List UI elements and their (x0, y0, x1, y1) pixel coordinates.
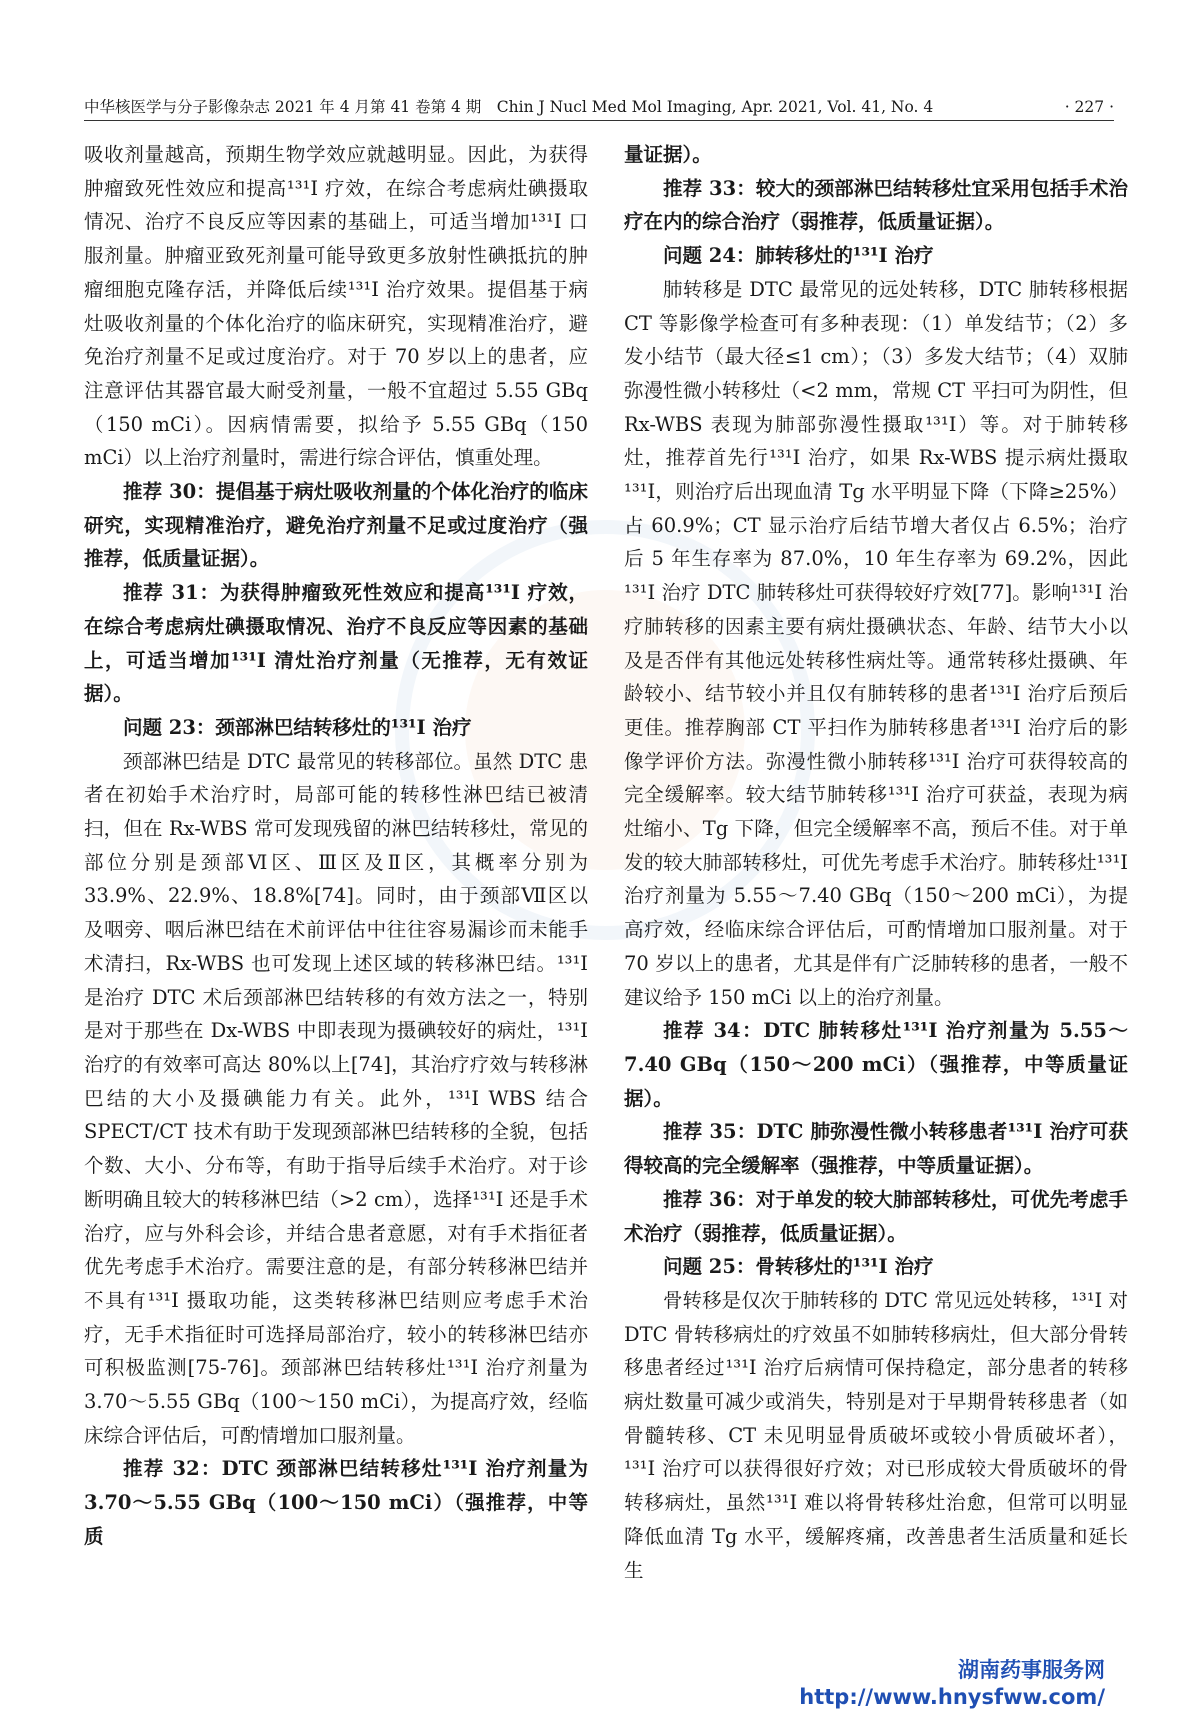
left-column (84, 138, 588, 1554)
journal-citation: 中华核医学与分子影像杂志 2021 年 4 月第 41 卷第 4 期 Chin J Nucl Med Mol Imaging, Apr. 2021, Vol. 41, No. 4 (84, 98, 934, 116)
recommendation-30: 推荐 30：提倡基于病灶吸收剂量的个体化治疗的临床研究，实现精准治疗，避免治疗剂量不足或过度治疗（强推荐，低质量证据）。 (84, 480, 588, 571)
recommendation-32: 推荐 32：DTC 颈部淋巴结转移灶¹³¹I 治疗剂量为 3.70～5.55 GBq（100～150 mCi）（强推荐，中等质 (84, 1457, 588, 1548)
paragraph-bone-metastasis: 骨转移是仅次于肺转移的 DTC 常见远处转移，¹³¹I 对 DTC 骨转移病灶的疗效虽不如肺转移病灶，但大部分骨转移患者经过¹³¹I 治疗后病情可保持稳定，部分患者的转移病灶数量可减少或消失，特别是对于早期骨转移患者（如骨髓转移、CT 未见明显骨质破坏或较小骨质破坏者），¹³¹I 治疗可以获得很好疗效；对已形成较大骨质破坏的骨转移病灶，虽然¹³¹I 难以将骨转移灶治愈，但常可以明显降低血清 Tg 水平，缓解疼痛，改善患者生活质量和延长生 (624, 1288, 1128, 1582)
question-25-heading: 问题 25：骨转移灶的¹³¹I 治疗 (663, 1255, 934, 1279)
recommendation-35: 推荐 35：DTC 肺弥漫性微小转移患者¹³¹I 治疗可获得较高的完全缓解率（强推荐，中等质量证据）。 (624, 1120, 1128, 1178)
running-header (84, 96, 1114, 121)
right-column (624, 138, 1128, 1587)
site-name-watermark: 湖南药事服务网 (958, 1658, 1105, 1682)
paragraph-neck-lymph-node: 颈部淋巴结是 DTC 最常见的转移部位。虽然 DTC 患者在初始手术治疗时，局部可能的转移性淋巴结已被清扫，但在 Rx-WBS 常可发现残留的淋巴结转移灶，常见的部位分别是颈部Ⅵ区、Ⅲ区及Ⅱ区，其概率分别为 33.9%、22.9%、18.8%[74]。同时，由于颈部Ⅶ区以及咽旁、咽后淋巴结在术前评估中往往容易漏诊而未能手术清扫，Rx-WBS 也可发现上述区域的转移淋巴结。¹³¹I 是治疗 DTC 术后颈部淋巴结转移的有效方法之一，特别是对于那些在 Dx-WBS 中即表现为摄碘较好的病灶，¹³¹I 治疗的有效率可高达 80%以上[74]，其治疗疗效与转移淋巴结的大小及摄碘能力有关。此外，¹³¹I WBS 结合 SPECT/CT 技术有助于发现颈部淋巴结转移的全貌，包括个数、大小、分布等，有助于指导后续手术治疗。对于诊断明确且较大的转移淋巴结（>2 cm），选择¹³¹I 还是手术治疗，应与外科会诊，并结合患者意愿，对有手术指征者优先考虑手术治疗。需要注意的是，有部分转移淋巴结并不具有¹³¹I 摄取功能，这类转移淋巴结则应考虑手术治疗，无手术指征时可选择局部治疗，较小的转移淋巴结亦可积极监测[75-76]。颈部淋巴结转移灶¹³¹I 治疗剂量为 3.70～5.55 GBq（100～150 mCi），为提高疗效，经临床综合评估后，可酌情增加口服剂量。 (84, 749, 588, 1447)
page-number: · 227 · (1064, 98, 1114, 116)
recommendation-33: 推荐 33：较大的颈部淋巴结转移灶宜采用包括手术治疗在内的综合治疗（弱推荐，低质量证据）。 (624, 176, 1128, 234)
paragraph-dose-rationale: 吸收剂量越高，预期生物学效应就越明显。因此，为获得肿瘤致死性效应和提高¹³¹I 疗效，在综合考虑病灶碘摄取情况、治疗不良反应等因素的基础上，可适当增加¹³¹I 口服剂量。肿瘤亚致死剂量可能导致更多放射性碘抵抗的肿瘤细胞克隆存活，并降低后续¹³¹I 治疗效果。提倡基于病灶吸收剂量的个体化治疗的临床研究，实现精准治疗，避免治疗剂量不足或过度治疗。对于 70 岁以上的患者，应注意评估其器官最大耐受剂量，一般不宜超过 5.55 GBq（150 mCi）。因病情需要，拟给予 5.55 GBq（150 mCi）以上治疗剂量时，需进行综合评估，慎重处理。 (84, 143, 588, 470)
question-24-heading: 问题 24：肺转移灶的¹³¹I 治疗 (663, 244, 934, 268)
paragraph-lung-metastasis: 肺转移是 DTC 最常见的远处转移，DTC 肺转移根据 CT 等影像学检查可有多种表现：（1）单发结节；（2）多发小结节（最大径≤1 cm）；（3）多发大结节；（4）双肺弥漫性微小转移灶（<2 mm，常规 CT 平扫可为阴性，但 Rx-WBS 表现为肺部弥漫性摄取¹³¹I）等。对于肺转移灶，推荐首先行¹³¹I 治疗，如果 Rx-WBS 提示病灶摄取¹³¹I，则治疗后出现血清 Tg 水平明显下降（下降≥25%）占 60.9%；CT 显示治疗后结节增大者仅占 6.5%；治疗后 5 年生存率为 87.0%，10 年生存率为 69.2%，因此¹³¹I 治疗 DTC 肺转移灶可获得较好疗效[77]。影响¹³¹I 治疗肺转移的因素主要有病灶摄碘状态、年龄、结节大小以及是否伴有其他远处转移性病灶等。通常转移灶摄碘、年龄较小、结节较小并且仅有肺转移的患者¹³¹I 治疗后预后更佳。推荐胸部 CT 平扫作为肺转移患者¹³¹I 治疗后的影像学评价方法。弥漫性微小肺转移¹³¹I 治疗可获得较高的完全缓解率。较大结节肺转移¹³¹I 治疗可获益，表现为病灶缩小、Tg 下降，但完全缓解率不高，预后不佳。对于单发的较大肺部转移灶，可优先考虑手术治疗。肺转移灶¹³¹I 治疗剂量为 5.55～7.40 GBq（150～200 mCi），为提高疗效，经临床综合评估后，可酌情增加口服剂量。对于 70 岁以上的患者，尤其是伴有广泛肺转移的患者，一般不建议给予 150 mCi 以上的治疗剂量。 (624, 277, 1128, 1009)
recommendation-36: 推荐 36：对于单发的较大肺部转移灶，可优先考虑手术治疗（弱推荐，低质量证据）。 (624, 1187, 1128, 1245)
recommendation-34: 推荐 34：DTC 肺转移灶¹³¹I 治疗剂量为 5.55～7.40 GBq（150～200 mCi）（强推荐，中等质量证据）。 (624, 1019, 1128, 1110)
recommendation-31: 推荐 31：为获得肿瘤致死性效应和提高¹³¹I 疗效，在综合考虑病灶碘摄取情况、治疗不良反应等因素的基础上，可适当增加¹³¹I 清灶治疗剂量（无推荐，无有效证据）。 (84, 581, 588, 706)
site-url-watermark[interactable]: http://www.hnysfww.com/ (799, 1685, 1105, 1709)
recommendation-32-continued: 量证据）。 (624, 143, 712, 166)
question-23-heading: 问题 23：颈部淋巴结转移灶的¹³¹I 治疗 (123, 715, 472, 739)
